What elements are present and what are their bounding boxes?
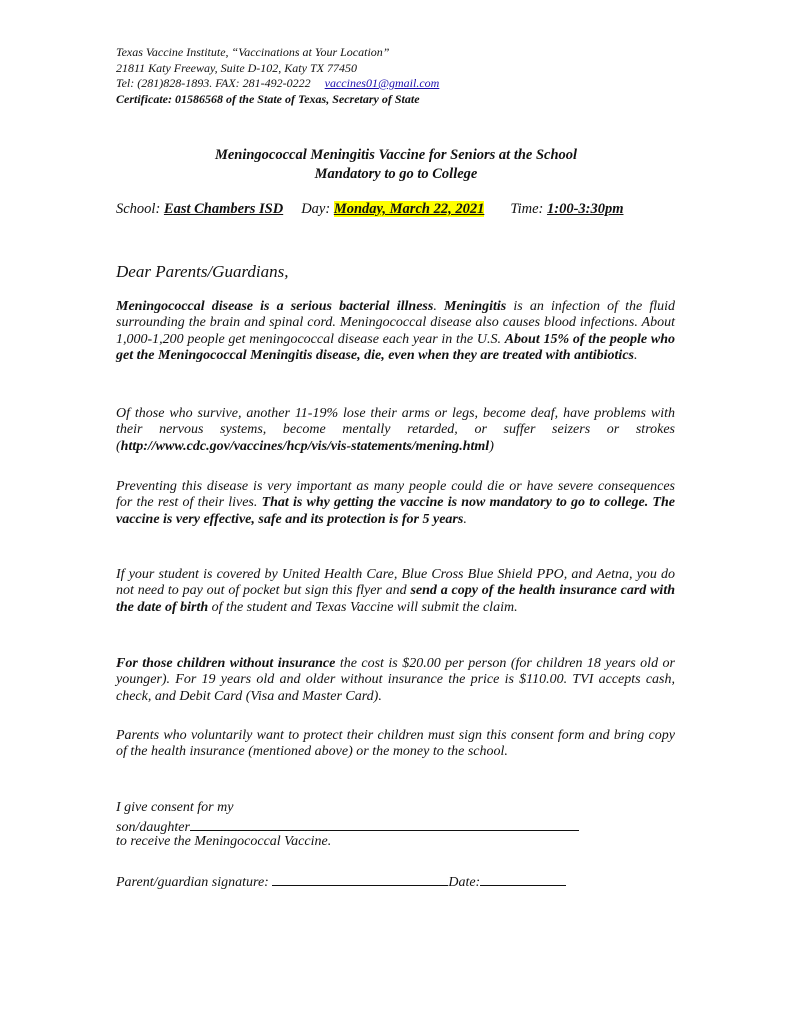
child-name-blank[interactable] bbox=[190, 817, 579, 831]
paragraph-parents: Parents who voluntarily want to protect their children must sign this consent form and bring copy of the health insurance (mentioned above) or the money to the school. bbox=[116, 728, 675, 760]
paragraph-uninsured: For those children without insurance the cost is $20.00 per person (for children 18 years old or younger). For 19 years old and older without insurance the price is $110.00. TVI accepts cash, check, and Debit Card (Visa and Master Card). bbox=[116, 656, 675, 704]
paragraph-insurance: If your student is covered by United Health Care, Blue Cross Blue Shield PPO, and Aetna, you do not need to pay out of pocket but sign this flyer and send a copy of the health insurance card with the date of birth of the student and Texas Vaccine will submit the claim. bbox=[116, 567, 675, 615]
date-label: Date: bbox=[448, 875, 481, 890]
event-info bbox=[116, 201, 624, 218]
consent-line-1: I give consent for my bbox=[116, 800, 234, 815]
title-line-1: Meningococcal Meningitis Vaccine for Seniors at the School bbox=[214, 147, 578, 163]
document-title bbox=[116, 146, 676, 184]
day-value: Monday, March 22, 2021 bbox=[333, 201, 485, 217]
org-line: Texas Vaccine Institute, “Vaccinations at Your Location” bbox=[116, 45, 390, 59]
paragraph-survivors: Of those who survive, another 11-19% lose their arms or legs, become deaf, have problems with their nervous systems, become mentally retarded, or suffer seizers or strokes (http://www.cdc.gov/vaccines/hcp/vis/vis-statements/mening.html) bbox=[116, 406, 675, 454]
title-line-2: Mandatory to go to College bbox=[314, 166, 478, 182]
time-value: 1:00-3:30pm bbox=[546, 201, 624, 217]
greeting: Dear Parents/Guardians, bbox=[116, 262, 289, 281]
school-label: School: bbox=[116, 201, 164, 217]
address-line: 21811 Katy Freeway, Suite D-102, Katy TX 77450 bbox=[116, 60, 357, 75]
time-label: Time: bbox=[510, 201, 547, 217]
phone-fax: Tel: (281)828-1893. FAX: 281-492-0222 bbox=[116, 76, 311, 90]
paragraph-disease: Meningococcal disease is a serious bacterial illness. Meningitis is an infection of the fluid surrounding the brain and spinal cord. Meningococcal disease also causes blood infections. About 1,000-1,200 people get meningococcal disease each year in the U.S. About 15% of the people who get the Meningococcal Meningitis disease, die, even when they are treated with antibiotics. bbox=[116, 299, 675, 364]
day-label: Day: bbox=[301, 201, 334, 217]
signature-blank[interactable] bbox=[272, 872, 448, 886]
certificate-line: Certificate: 01586568 of the State of Texas, Secretary of State bbox=[116, 91, 420, 106]
contact-line bbox=[116, 76, 439, 92]
letterhead bbox=[116, 45, 439, 107]
date-blank[interactable] bbox=[480, 872, 566, 886]
paragraph-prevention: Preventing this disease is very important as many people could die or have severe consequences for the rest of their lives. That is why getting the vaccine is now mandatory to go to college. The vaccine is very effective, safe and its protection is for 5 years. bbox=[116, 479, 675, 527]
consent-line-3: to receive the Meningococcal Vaccine. bbox=[116, 834, 332, 849]
signature-label: Parent/guardian signature: bbox=[116, 875, 273, 890]
email-link[interactable]: vaccines01@gmail.com bbox=[324, 76, 440, 90]
cdc-link: http://www.cdc.gov/vaccines/hcp/vis/vis-statements/mening.html bbox=[120, 438, 490, 454]
signature-line bbox=[116, 872, 566, 891]
consent-line-2: son/daughter bbox=[116, 817, 579, 836]
school-value: East Chambers ISD bbox=[163, 201, 284, 217]
